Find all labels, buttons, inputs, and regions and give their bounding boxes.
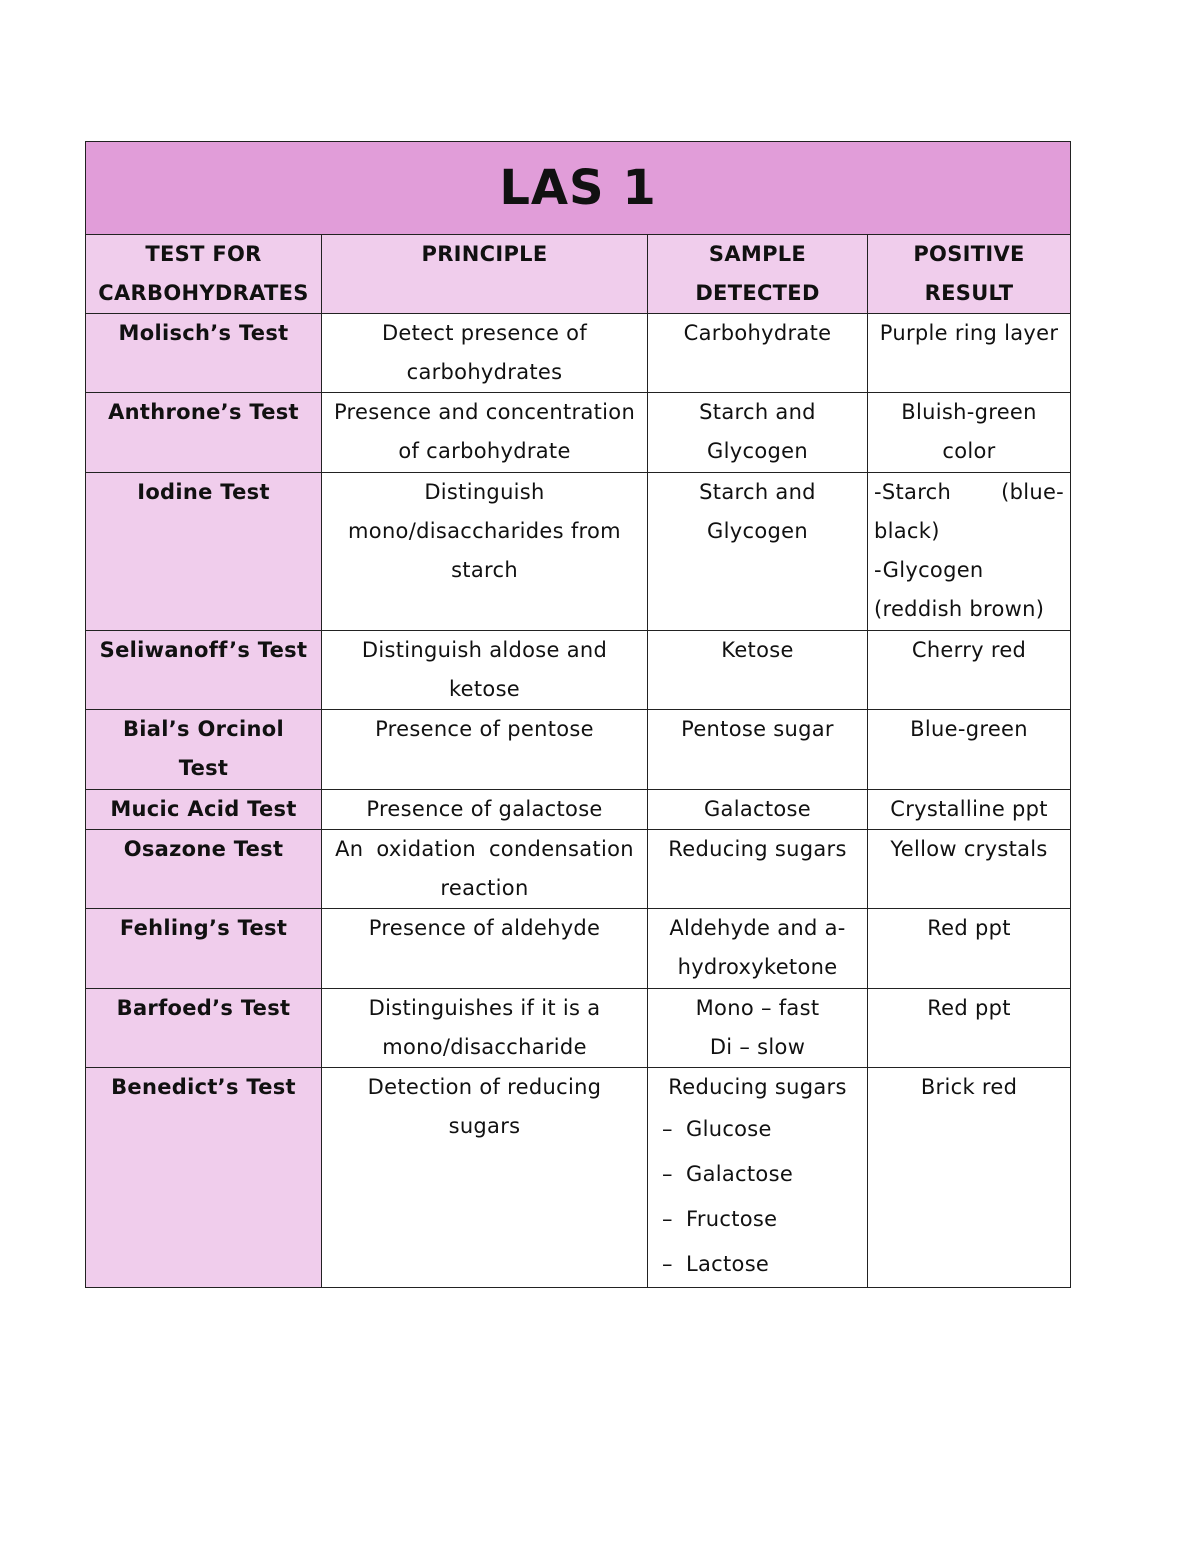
header-sample-line: SAMPLE bbox=[708, 242, 807, 266]
test-name bbox=[86, 710, 322, 790]
table-row bbox=[86, 710, 1071, 790]
principle-cell bbox=[322, 790, 648, 830]
cell-line: Glycogen bbox=[707, 439, 808, 463]
result-cell bbox=[868, 1068, 1071, 1288]
cell-line: Distinguish bbox=[424, 480, 545, 504]
table-row bbox=[86, 989, 1071, 1068]
sample-cell bbox=[648, 314, 868, 393]
cell-line: Reducing sugars bbox=[668, 837, 847, 861]
table-row bbox=[86, 909, 1071, 989]
cell-line: -Starch (blue- bbox=[874, 480, 1065, 504]
cell-line: black) bbox=[874, 519, 940, 543]
table-row bbox=[86, 830, 1071, 909]
cell-line: Di – slow bbox=[709, 1035, 806, 1059]
test-name-text: Test bbox=[178, 756, 229, 780]
cell-line: Aldehyde and a- bbox=[669, 916, 846, 940]
table-row bbox=[86, 790, 1071, 830]
sample-list-text: Glucose bbox=[686, 1117, 772, 1141]
cell-line: Presence of pentose bbox=[375, 717, 594, 741]
cell-line: Purple ring layer bbox=[879, 321, 1059, 345]
sample-cell bbox=[648, 830, 868, 909]
principle-cell bbox=[322, 710, 648, 790]
sample-cell bbox=[648, 473, 868, 631]
result-cell bbox=[868, 830, 1071, 909]
test-name-text: Barfoed’s Test bbox=[116, 996, 291, 1020]
header-result-line: RESULT bbox=[924, 281, 1014, 305]
test-name bbox=[86, 393, 322, 473]
sample-list-item: – Lactose bbox=[662, 1252, 770, 1276]
cell-line: Presence and concentration bbox=[333, 400, 636, 424]
title-row bbox=[86, 142, 1071, 235]
cell-line: Glycogen bbox=[707, 519, 808, 543]
cell-line: Blue-green bbox=[910, 717, 1028, 741]
header-row bbox=[86, 235, 1071, 314]
header-sample bbox=[648, 235, 868, 314]
cell-line: color bbox=[942, 439, 996, 463]
principle-cell bbox=[322, 473, 648, 631]
principle-cell bbox=[322, 393, 648, 473]
test-name-text: Fehling’s Test bbox=[119, 916, 288, 940]
test-name bbox=[86, 314, 322, 393]
header-principle-line: PRINCIPLE bbox=[421, 242, 548, 266]
header-test-line: TEST FOR bbox=[145, 242, 262, 266]
header-test-line: CARBOHYDRATES bbox=[98, 281, 309, 305]
sample-cell bbox=[648, 989, 868, 1068]
cell-line: Galactose bbox=[703, 797, 812, 821]
cell-line: Crystalline ppt bbox=[890, 797, 1048, 821]
cell-line: Detection of reducing bbox=[367, 1075, 602, 1099]
sample-list-text: Lactose bbox=[686, 1252, 770, 1276]
sample-cell bbox=[648, 909, 868, 989]
sample-cell bbox=[648, 710, 868, 790]
principle-cell bbox=[322, 631, 648, 710]
cell-line: Carbohydrate bbox=[683, 321, 832, 345]
sample-list-item: – Fructose bbox=[662, 1207, 778, 1231]
cell-line: hydroxyketone bbox=[677, 955, 838, 979]
test-name-text: Molisch’s Test bbox=[118, 321, 289, 345]
sample-list-item: – Galactose bbox=[662, 1162, 794, 1186]
test-name-text: Mucic Acid Test bbox=[110, 797, 297, 821]
test-name bbox=[86, 790, 322, 830]
cell-line: sugars bbox=[448, 1114, 521, 1138]
cell-line: Presence of galactose bbox=[366, 797, 603, 821]
table-row bbox=[86, 1068, 1071, 1288]
sample-list-item: – Glucose bbox=[662, 1117, 772, 1141]
cell-line: Bluish-green bbox=[901, 400, 1037, 424]
test-name bbox=[86, 631, 322, 710]
test-name bbox=[86, 1068, 322, 1288]
test-name-text: Bial’s Orcinol bbox=[123, 717, 284, 741]
table-row bbox=[86, 393, 1071, 473]
cell-line: Red ppt bbox=[927, 996, 1011, 1020]
principle-cell bbox=[322, 989, 648, 1068]
cell-line: Mono – fast bbox=[695, 996, 820, 1020]
result-cell bbox=[868, 710, 1071, 790]
cell-line: Pentose sugar bbox=[681, 717, 834, 741]
principle-cell bbox=[322, 830, 648, 909]
header-principle bbox=[322, 235, 648, 314]
test-name bbox=[86, 830, 322, 909]
header-result bbox=[868, 235, 1071, 314]
cell-line: Starch and bbox=[699, 400, 816, 424]
cell-line: of carbohydrate bbox=[398, 439, 571, 463]
cell-line: Yellow crystals bbox=[890, 837, 1048, 861]
principle-cell bbox=[322, 314, 648, 393]
cell-line: Distinguishes if it is a bbox=[368, 996, 601, 1020]
cell-line: ketose bbox=[448, 677, 521, 701]
result-cell bbox=[868, 631, 1071, 710]
header-test bbox=[86, 235, 322, 314]
test-name-text: Anthrone’s Test bbox=[108, 400, 299, 424]
cell-line: Brick red bbox=[920, 1075, 1018, 1099]
cell-line: reaction bbox=[440, 876, 529, 900]
cell-line: Ketose bbox=[721, 638, 794, 662]
cell-line: Red ppt bbox=[927, 916, 1011, 940]
test-name bbox=[86, 989, 322, 1068]
sample-cell bbox=[648, 393, 868, 473]
principle-cell bbox=[322, 1068, 648, 1288]
result-cell bbox=[868, 790, 1071, 830]
result-cell bbox=[868, 989, 1071, 1068]
cell-line: Reducing sugars bbox=[668, 1075, 847, 1099]
test-name-text: Seliwanoff’s Test bbox=[99, 638, 308, 662]
las-table bbox=[85, 141, 1071, 1288]
test-name-text: Benedict’s Test bbox=[111, 1075, 296, 1099]
header-result-line: POSITIVE bbox=[913, 242, 1025, 266]
cell-line: Starch and bbox=[699, 480, 816, 504]
cell-line: mono/disaccharide bbox=[382, 1035, 587, 1059]
cell-line: Presence of aldehyde bbox=[368, 916, 601, 940]
table-row bbox=[86, 473, 1071, 631]
cell-line: Distinguish aldose and bbox=[361, 638, 608, 662]
cell-line: Detect presence of bbox=[381, 321, 588, 345]
result-cell bbox=[868, 909, 1071, 989]
cell-line: starch bbox=[451, 558, 518, 582]
cell-line: An oxidation condensation bbox=[335, 837, 634, 861]
table-row bbox=[86, 631, 1071, 710]
test-name-text: Iodine Test bbox=[137, 480, 270, 504]
test-name bbox=[86, 473, 322, 631]
result-cell bbox=[868, 314, 1071, 393]
test-name bbox=[86, 909, 322, 989]
cell-line: mono/disaccharides from bbox=[348, 519, 621, 543]
result-cell bbox=[868, 473, 1071, 631]
result-cell bbox=[868, 393, 1071, 473]
sample-list-text: Fructose bbox=[686, 1207, 778, 1231]
header-sample-line: DETECTED bbox=[695, 281, 820, 305]
page-title: LAS 1 bbox=[86, 142, 1071, 235]
cell-line: -Glycogen bbox=[874, 558, 984, 582]
sample-cell bbox=[648, 631, 868, 710]
sample-cell bbox=[648, 790, 868, 830]
table-row bbox=[86, 314, 1071, 393]
cell-line: Cherry red bbox=[911, 638, 1027, 662]
sample-list-text: Galactose bbox=[686, 1162, 794, 1186]
cell-line: (reddish brown) bbox=[874, 597, 1045, 621]
cell-line: carbohydrates bbox=[406, 360, 563, 384]
test-name-text: Osazone Test bbox=[123, 837, 284, 861]
sample-cell bbox=[648, 1068, 868, 1288]
principle-cell bbox=[322, 909, 648, 989]
